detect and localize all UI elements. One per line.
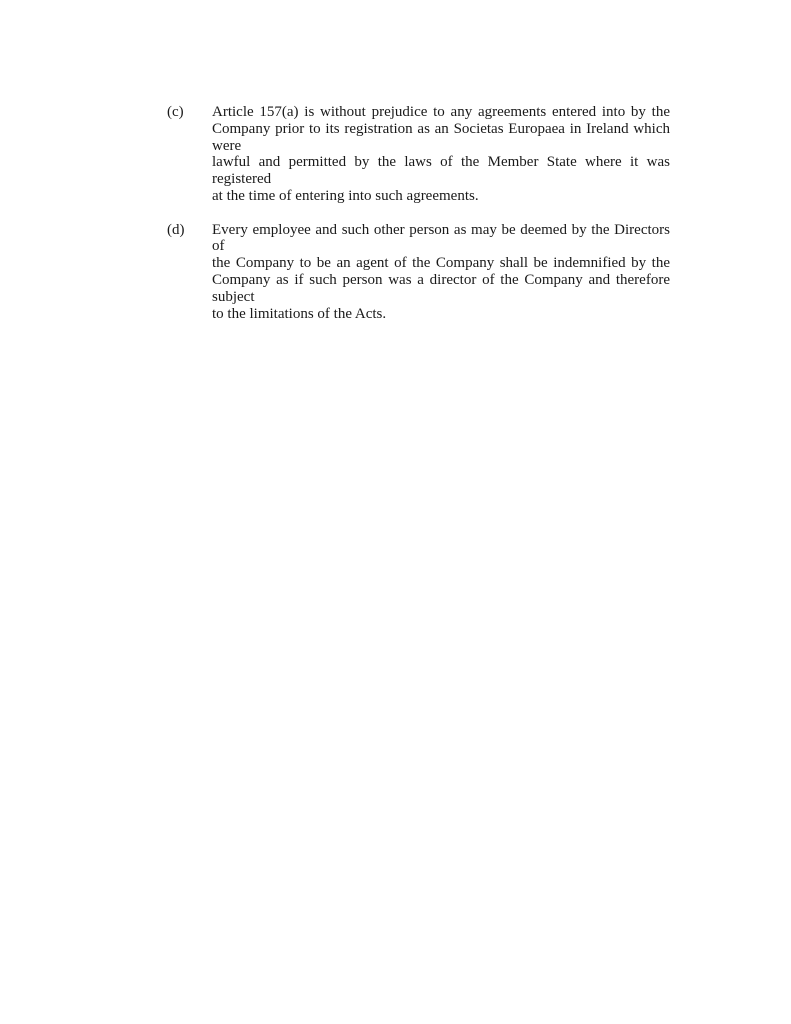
text-line: Company prior to its registration as an Societas Europaea in Ireland which were xyxy=(212,120,670,154)
text-line: Every employee and such other person as may be deemed by the Directors of xyxy=(212,221,670,255)
text-line: Article 157(a) is without prejudice to any agreements entered into by the xyxy=(212,104,670,120)
paragraph-c xyxy=(167,104,670,205)
paragraph-d-label: (d) xyxy=(167,221,185,238)
text-line: to the limitations of the Acts. xyxy=(212,305,387,322)
paragraph-c-body xyxy=(212,104,670,205)
text-line: Company as if such person was a director of the Company and therefore subject xyxy=(212,271,670,305)
paragraph-c-label: (c) xyxy=(167,104,184,120)
paragraph-d xyxy=(167,222,670,323)
text-line: at the time of entering into such agreements. xyxy=(212,187,479,204)
content-area xyxy=(167,104,670,339)
text-line: the Company to be an agent of the Company shall be indemnified by the xyxy=(212,255,670,272)
text-line: lawful and permitted by the laws of the Member State where it was registered xyxy=(212,154,670,188)
paragraph-d-body xyxy=(212,222,670,323)
